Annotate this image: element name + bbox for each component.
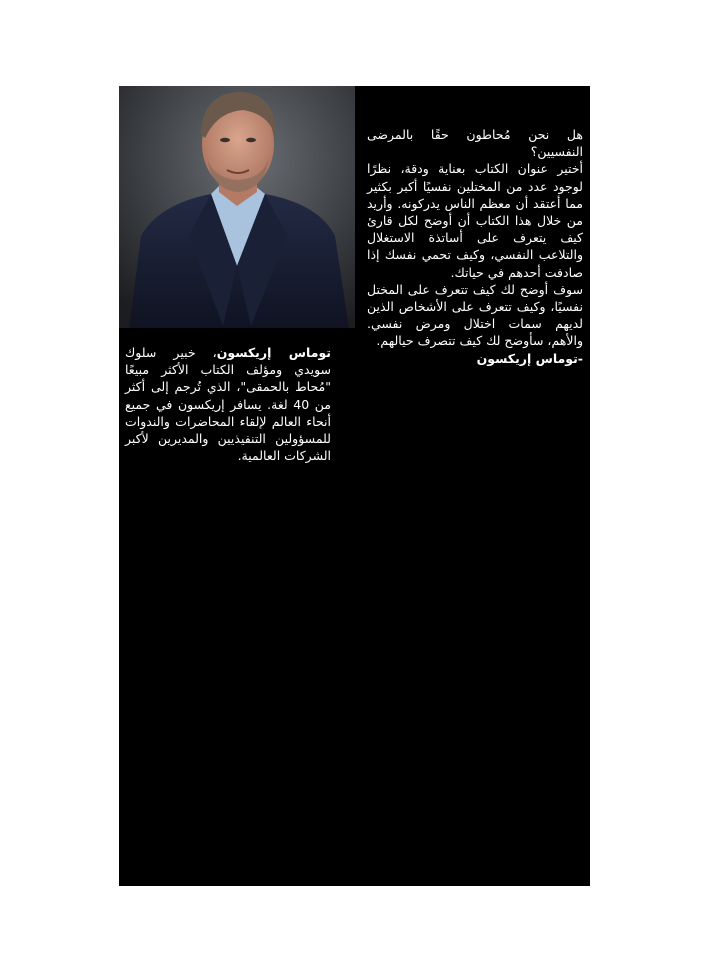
blurb-paragraph: هل نحن مُحاطون حقًا بالمرضى النفسيين؟ (367, 127, 583, 160)
blurb-paragraph: سوف أوضح لك كيف تتعرف على المختل نفسيًا، وكيف تتعرف على الأشخاص الذين لديهم سمات اختلال ومرض نفسي. والأهم، سأوضح لك كيف تتصرف حيالهم. (367, 281, 583, 349)
book-blurb (367, 126, 583, 367)
author-name: توماس إريكسون (216, 345, 331, 360)
blurb-signature: -توماس إريكسون (476, 350, 583, 366)
author-bio (125, 344, 331, 464)
author-photo (119, 86, 355, 328)
blurb-paragraph: أختير عنوان الكتاب بعناية ودقة، نظرًا لوجود عدد من المختلين نفسيًا أكبر بكثير مما أعتقد أن معظم الناس يدركونه. وأريد من خلال هذا الكتاب أن أوضح لكل قارئ كيف يتعرف على أساتذة الاستغلال والتلاعب النفسي، وكيف تحمي نفسك إذا صادفت أحدهم في حياتك. (367, 161, 583, 280)
author-portrait-image (119, 86, 355, 328)
back-cover (119, 86, 590, 886)
author-bio-text: ، خبير سلوك سويدي ومؤلف الكتاب الأكثر مبيعًا "مُحاط بالحمقى"، الذي تُرجم إلى أكثر من 40 لغة. يسافر إريكسون في جميع أنحاء العالم لإلقاء المحاضرات والندوات للمسؤولين التنفيذيين والمديرين لأكبر الشركات العالمية. (125, 345, 331, 464)
